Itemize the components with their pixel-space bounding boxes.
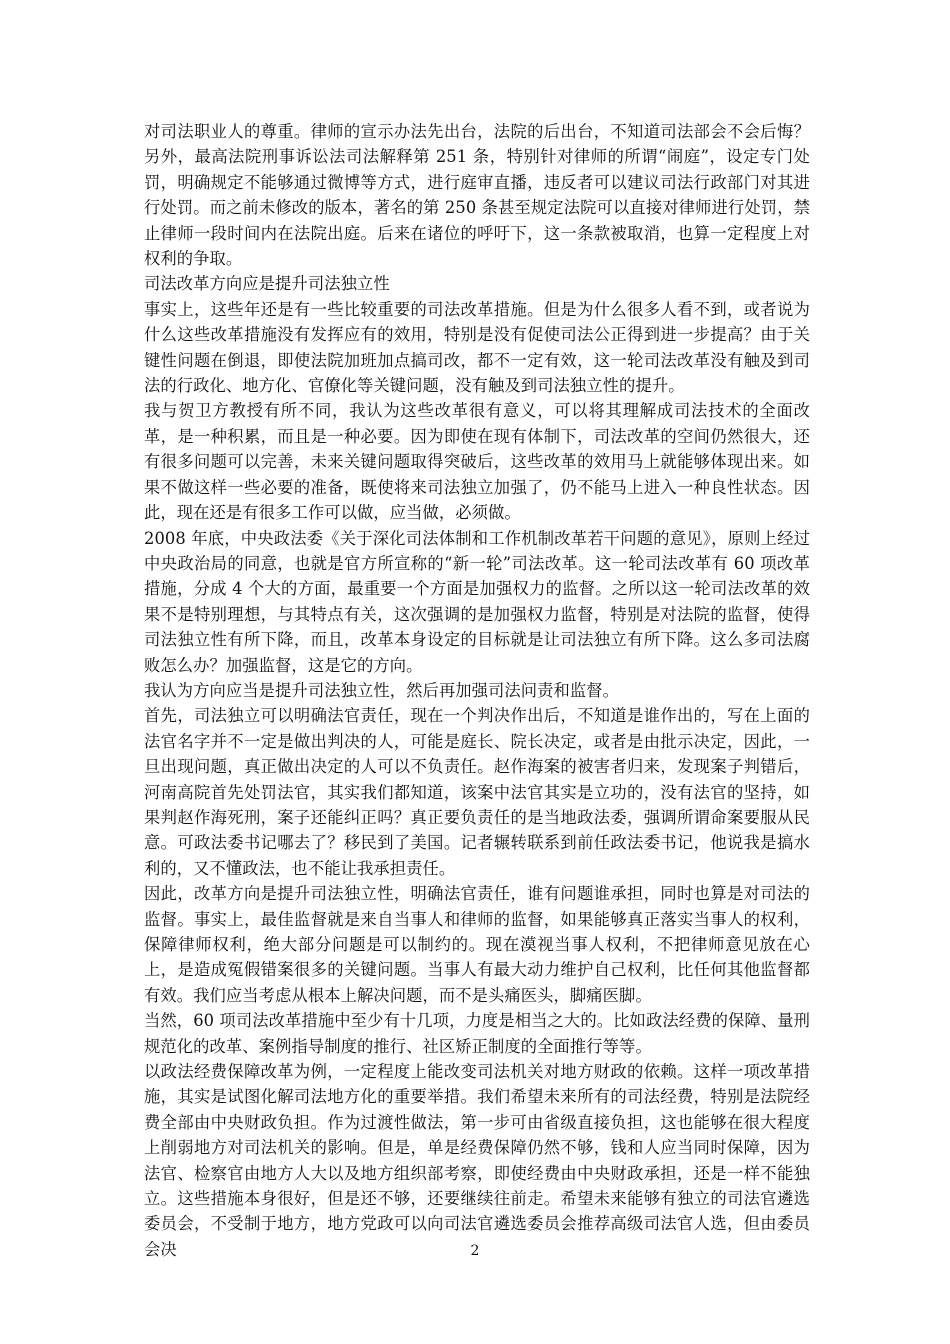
paragraph: 我与贺卫方教授有所不同，我认为这些改革很有意义，可以将其理解成司法技术的全面改革，是一种积累，而且是一种必要。因为即使在现有体制下，司法改革的空间仍然很大，还有很多问题可以完善，未来关键问题取得突破后，这些改革的效用马上就能够体现出来。如果不做这样一些必要的准备，既使将来司法独立加强了，仍不能马上进入一种良性状态。因此，现在还是有很多工作可以做，应当做，必须做。 [144,401,810,523]
paragraph: 我认为方向应当是提升司法独立性，然后再加强司法问责和监督。 [144,680,620,700]
paragraph: 事实上，这些年还是有一些比较重要的司法改革措施。但是为什么很多人看不到，或者说为什么这些改革措施没有发挥应有的效用，特别是没有促使司法公正得到进一步提高？由于关键性问题在倒退，即使法院加班加点搞司改，都不一定有效，这一轮司法改革没有触及到司法的行政化、地方化、官僚化等关键问题，没有触及到司法独立性的提升。 [144,299,810,396]
page-number: 2 [470,1243,480,1259]
paragraph: 以政法经费保障改革为例，一定程度上能改变司法机关对地方财政的依赖。这样一项改革措施，其实是试图化解司法地方化的重要举措。我们希望未来所有的司法经费，特别是法院经费全部由中央财政负担。作为过渡性做法，第一步可由省级直接负担，这也能够在很大程度上削弱地方对司法机关的影响。但是，单是经费保障仍然不够，钱和人应当同时保障，因为法官、检察官由地方人大以及地方组织部考察，即使经费由中央财政承担，还是一样不能独立。这些措施本身很好，但是还不够，还要继续往前走。希望未来能够有独立的司法官遴选委员会，不受制于地方，地方党政可以向司法官遴选委员会推荐高级司法官人选，但由委员会决 [144,1062,810,1259]
paragraph-intro: 对司法职业人的尊重。律师的宣示办法先出台，法院的后出台，不知道司法部会不会后悔？另外，最高法院刑事诉讼法司法解释第 251 条，特别针对律师的所谓“闹庭”，设定专门处罚，明确规定不能够通过微博等方式，进行庭审直播，违反者可以建议司法行政部门对其进行处罚。而之前未修改的版本，著名的第 250 条甚至规定法院可以直接对律师进行处罚，禁止律师一段时间内在法院出庭。后来在诸位的呼吁下，这一条款被取消，也算一定程度上对权利的争取。 [144,122,810,269]
paragraph: 因此，改革方向是提升司法独立性，明确法官责任，谁有问题谁承担，同时也算是对司法的监督。事实上，最佳监督就是来自当事人和律师的监督，如果能够真正落实当事人的权利，保障律师权利，绝大部分问题是可以制约的。现在漠视当事人权利，不把律师意见放在心上，是造成冤假错案很多的关键问题。当事人有最大动力维护自己权利，比任何其他监督都有效。我们应当考虑从根本上解决问题，而不是头痛医头，脚痛医脚。 [144,884,810,1005]
section-heading: 司法改革方向应是提升司法独立性 [144,274,390,294]
paragraph: 当然，60 项司法改革措施中至少有十几项，力度是相当之大的。比如政法经费的保障、量刑规范化的改革、案例指导制度的推行、社区矫正制度的全面推行等等。 [144,1011,810,1056]
document-body [144,119,810,1262]
paragraph: 2008 年底，中央政法委《关于深化司法体制和工作机制改革若干问题的意见》，原则上经过中央政治局的同意，也就是官方所宣称的“新一轮”司法改革。这一轮司法改革有 60 项改革措施，分成 4 个大的方面，最重要一个方面是加强权力的监督。之所以这一轮司法改革的效果不是特别理想，与其特点有关，这次强调的是加强权力监督，特别是对法院的监督，使得司法独立性有所下降，而且，改革本身设定的目标就是让司法独立有所下降。这么多司法腐败怎么办？加强监督，这是它的方向。 [144,528,810,675]
paragraph: 首先，司法独立可以明确法官责任，现在一个判决作出后，不知道是谁作出的，写在上面的法官名字并不一定是做出判决的人，可能是庭长、院长决定，或者是由批示决定，因此，一旦出现问题，真正做出决定的人可以不负责任。赵作海案的被害者归来，发现案子判错后，河南高院首先处罚法官，其实我们都知道，该案中法官其实是立功的，没有法官的坚持，如果判赵作海死刑，案子还能纠正吗？真正要负责任的是当地政法委，强调所谓命案要服从民意。可政法委书记哪去了？移民到了美国。记者辗转联系到前任政法委书记，他说我是搞水利的，又不懂政法，也不能让我承担责任。 [144,706,810,878]
